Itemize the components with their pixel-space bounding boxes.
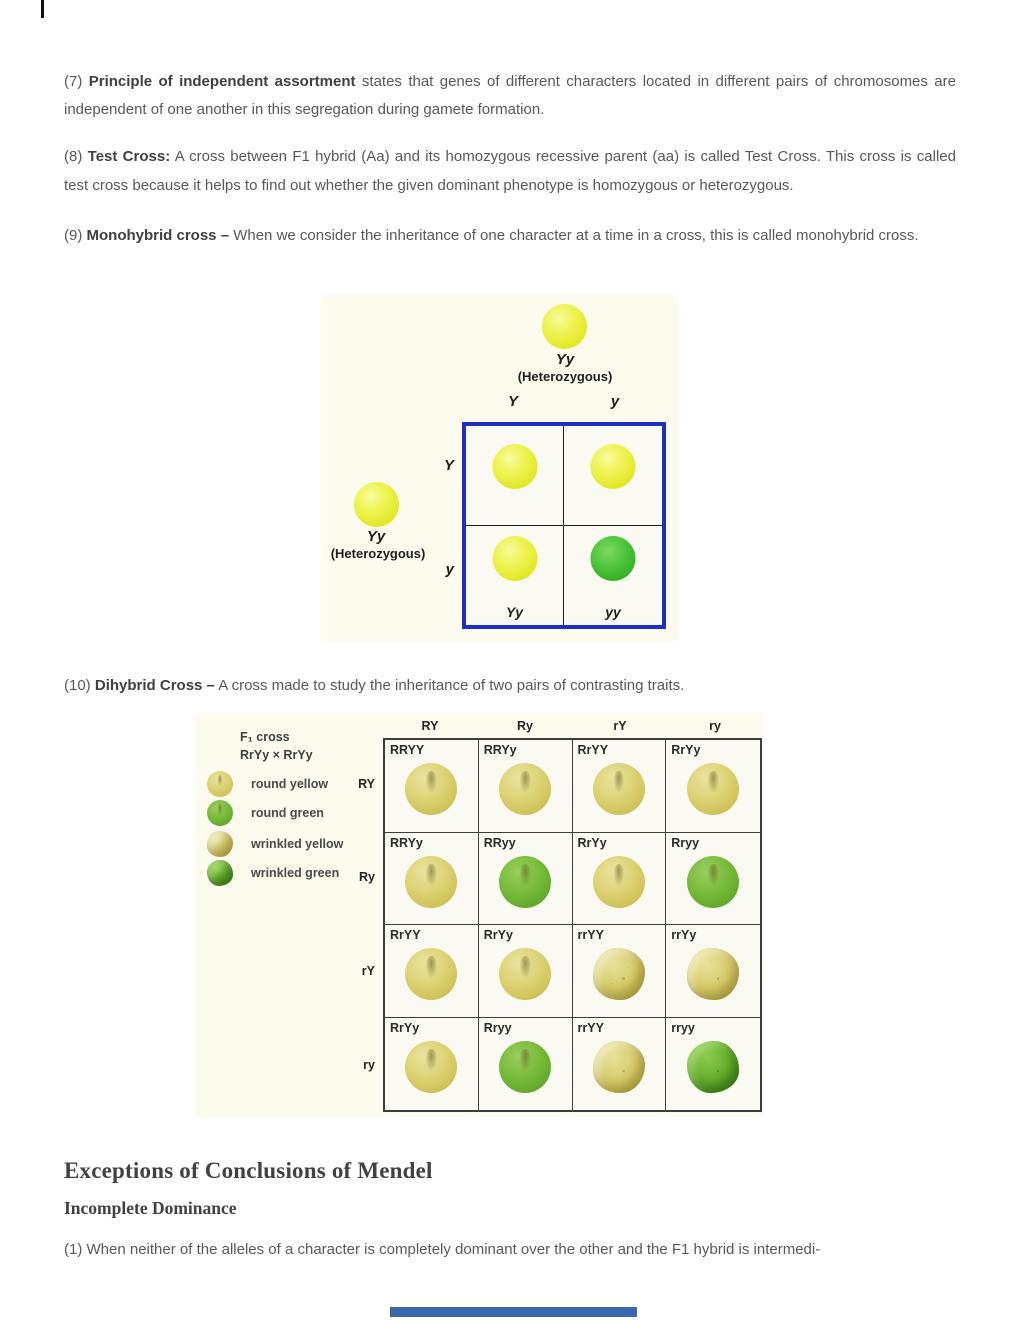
punnett-cell	[479, 1018, 573, 1111]
legend-label: wrinkled yellow	[251, 837, 344, 851]
punnett-row-header: RY	[358, 777, 375, 791]
pea-icon	[687, 1041, 739, 1093]
round-green-pea-icon	[207, 800, 233, 826]
pea-icon	[591, 444, 636, 489]
punnett-cell	[573, 740, 667, 833]
term-bold: Dihybrid Cross –	[94, 677, 215, 694]
punnett-cell	[385, 1018, 479, 1111]
genotype-label: RrYy	[390, 1020, 420, 1035]
item-number: (1)	[64, 1241, 83, 1258]
pea-icon	[593, 763, 645, 815]
wrinkled-yellow-pea-icon	[207, 831, 233, 857]
pea-icon	[405, 856, 457, 908]
paragraph-text: When neither of the alleles of a character is completely dominant over the other and the F1 hybrid is intermedi-	[86, 1241, 821, 1258]
genotype-label: RRYY	[390, 743, 425, 757]
paragraph-test-cross	[64, 142, 956, 200]
paragraph-text: A cross made to study the inheritance of two pairs of contrasting traits.	[218, 677, 685, 694]
legend-label: round yellow	[251, 777, 329, 791]
punnett-col-header: Ry	[517, 719, 533, 733]
punnett-cell	[385, 833, 479, 926]
paragraph-text: A cross between F1 hybrid (Aa) and its homozygous recessive parent (aa) is called Test Cross. This cross is called test cross because it helps to find out whether the given dominant phenotype is homozygous or heterozygous.	[64, 148, 956, 194]
subsection-heading: Incomplete Dominance	[64, 1198, 237, 1218]
legend-item	[207, 800, 324, 826]
punnett-row-header: y	[445, 561, 454, 578]
legend-item	[207, 771, 328, 797]
punnett-col-header: Y	[507, 393, 518, 410]
pea-icon	[499, 763, 551, 815]
paragraph-text: When we consider the inheritance of one character at a time in a cross, this is called monohybrid cross.	[233, 227, 919, 244]
pea-icon	[499, 1041, 551, 1093]
punnett-cell	[573, 833, 667, 926]
item-number: (7)	[64, 73, 83, 90]
genotype-label: RRYy	[390, 835, 423, 850]
legend-label: round green	[251, 806, 324, 820]
legend-label: wrinkled green	[251, 866, 340, 880]
genotype-label: Yy	[505, 604, 524, 620]
genotype-label: RrYy	[671, 743, 701, 757]
monohybrid-cross-diagram	[321, 295, 678, 641]
punnett-row-header: rY	[361, 964, 375, 978]
punnett-cell	[573, 1018, 667, 1111]
paragraph-text: states that genes of different characters located in different pairs of chromosomes are independent of one another in this segregation during gamete formation.	[64, 73, 956, 118]
genotype-label: Rryy	[483, 1020, 512, 1035]
punnett-col-header: y	[610, 393, 620, 410]
punnett-cell	[666, 833, 760, 926]
text-cursor	[41, 0, 44, 18]
horizontal-scrollbar-thumb[interactable]	[390, 1307, 637, 1317]
genotype-label: rrYY	[577, 928, 604, 942]
punnett-col-header: rY	[613, 719, 627, 733]
genotype-label: RrYy	[483, 928, 513, 942]
paragraph-monohybrid-cross	[64, 222, 956, 250]
punnett-cell	[573, 925, 667, 1018]
punnett-cell	[479, 740, 573, 833]
paragraph-dihybrid-cross	[64, 672, 956, 700]
punnett-cell	[479, 833, 573, 926]
pea-icon	[405, 948, 457, 1000]
genotype-label: RRYy	[483, 743, 517, 757]
paragraph-incomplete-dominance	[64, 1236, 956, 1264]
term-bold: Principle of independent assortment	[88, 73, 356, 90]
pea-icon	[687, 856, 739, 908]
punnett-cell	[385, 925, 479, 1018]
dihybrid-cross-diagram	[195, 713, 763, 1117]
genotype-label: RRyy	[483, 835, 516, 850]
genotype-label: RrYY	[390, 928, 421, 942]
punnett-row-header: ry	[363, 1058, 375, 1072]
f1-cross-genotypes: RrYy × RrYy	[240, 748, 313, 762]
left-parent-status: (Heterozygous)	[330, 546, 426, 561]
pea-icon	[405, 763, 457, 815]
dihybrid-punnett-square	[383, 738, 762, 1112]
section-heading: Exceptions of Conclusions of Mendel	[64, 1158, 433, 1183]
punnett-cell	[666, 925, 760, 1018]
genotype-label: rryy	[671, 1020, 695, 1035]
term-bold: Monohybrid cross –	[86, 227, 230, 244]
punnett-col-header: RY	[421, 719, 439, 733]
genotype-label: RrYy	[577, 835, 607, 850]
top-parent-status: (Heterozygous)	[517, 369, 613, 384]
round-yellow-pea-icon	[207, 771, 233, 797]
punnett-row-header: Y	[443, 457, 454, 474]
punnett-cell	[479, 925, 573, 1018]
pea-icon	[492, 444, 537, 489]
pea-icon	[405, 1041, 457, 1093]
punnett-cell	[564, 526, 662, 626]
legend-item	[207, 831, 343, 857]
pea-icon	[354, 482, 399, 527]
punnett-cell	[564, 426, 662, 526]
pea-icon	[542, 304, 587, 349]
pea-icon	[687, 948, 739, 1000]
legend-item	[207, 860, 339, 886]
punnett-cell	[466, 426, 564, 526]
item-number: (10)	[64, 677, 91, 694]
item-number: (8)	[64, 148, 83, 165]
punnett-row-header: Ry	[359, 870, 375, 884]
pea-icon	[499, 856, 551, 908]
genotype-label: RrYY	[577, 743, 609, 757]
wrinkled-green-pea-icon	[207, 860, 233, 886]
pea-icon	[593, 948, 645, 1000]
top-parent-genotype: Yy	[555, 351, 575, 368]
f1-cross-title: F₁ cross	[240, 730, 290, 744]
item-number: (9)	[64, 227, 83, 244]
genotype-label: Rryy	[671, 835, 700, 850]
genotype-label: yy	[605, 604, 621, 620]
punnett-cell	[666, 740, 760, 833]
punnett-cell	[666, 1018, 760, 1111]
pea-icon	[591, 536, 636, 581]
genotype-label: rrYY	[577, 1020, 604, 1035]
punnett-cell	[466, 526, 564, 626]
pea-icon	[492, 536, 537, 581]
left-parent-genotype: Yy	[366, 528, 386, 545]
term-bold: Test Cross:	[87, 148, 171, 165]
paragraph-independent-assortment	[64, 68, 956, 124]
pea-icon	[499, 948, 551, 1000]
pea-icon	[593, 856, 645, 908]
punnett-square	[462, 422, 666, 629]
genotype-label: rrYy	[671, 928, 697, 942]
punnett-cell	[385, 740, 479, 833]
punnett-col-header: ry	[709, 719, 721, 733]
pea-icon	[687, 763, 739, 815]
pea-icon	[593, 1041, 645, 1093]
